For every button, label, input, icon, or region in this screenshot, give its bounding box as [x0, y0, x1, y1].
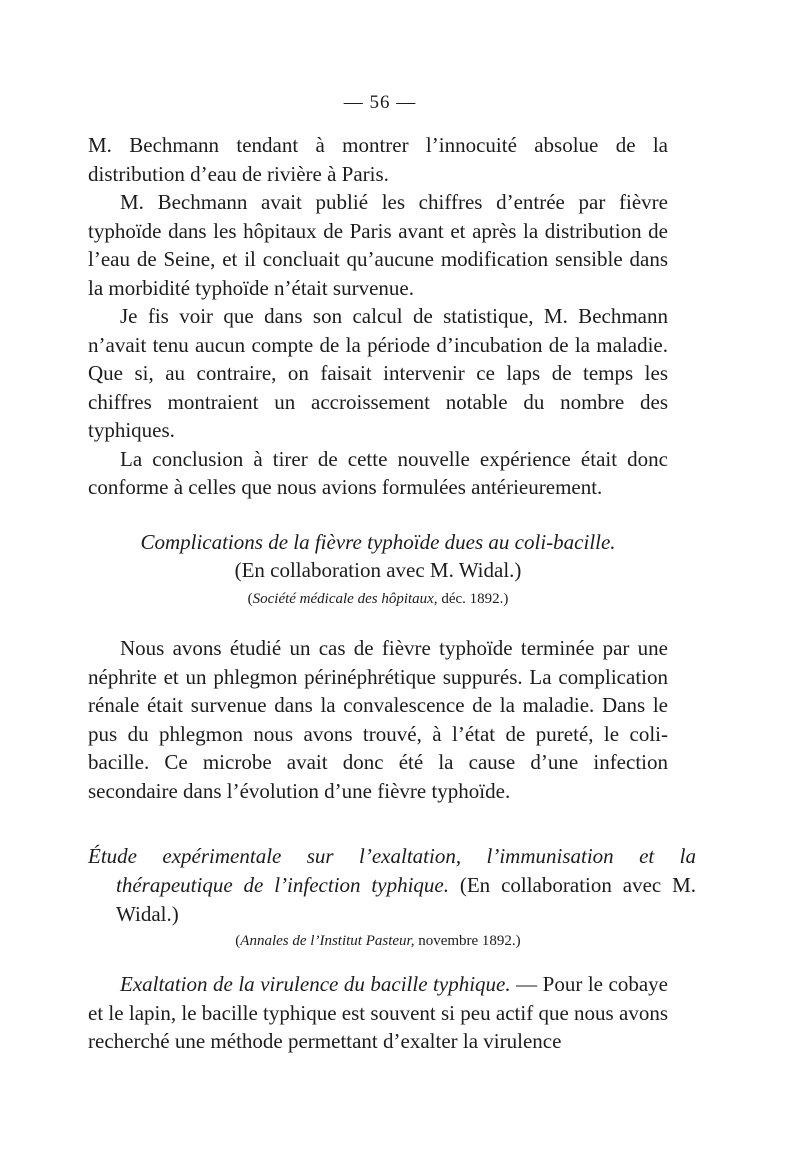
- section-2-heading: [88, 842, 696, 929]
- section-2-source-open: (: [235, 933, 241, 949]
- section-2-lead-italic: Exaltation de la virulence du bacille typhique.: [120, 972, 511, 996]
- section-1-collaboration: (En collaboration avec M. Widal.): [234, 558, 522, 582]
- section-2-collaboration: (En collaboration avec M. Widal.): [116, 873, 697, 926]
- section-2-source: [88, 931, 668, 951]
- section-2-body: [88, 970, 668, 1056]
- section-2-source-journal: Annales de l’Institut Pasteur,: [240, 933, 415, 949]
- section-1-source-journal: Société médicale des hôpitaux,: [252, 591, 438, 607]
- intro-paragraph-2: M. Bechmann avait publié les chiffres d’entrée par fièvre typhoïde dans les hôpitaux de Paris avant et après la distribution de l’eau de Seine, et il concluait qu’aucune modification sensible dans la morbidité typhoïde n’était survenue.: [88, 190, 668, 300]
- page-number: — 56 —: [343, 92, 417, 113]
- section-1-source-open: (: [247, 591, 253, 607]
- section-1-heading: [88, 528, 668, 609]
- intro-text: [88, 131, 668, 502]
- section-1-source: [88, 589, 668, 609]
- section-2-source-date: novembre 1892.): [414, 933, 521, 949]
- section-1-body: [88, 634, 668, 805]
- section-1-title: Complications de la fièvre typhoïde dues au coli-bacille.: [140, 530, 616, 554]
- section-2-title: Étude expérimentale sur l’exaltation, l’immunisation et la thérapeutique de l’infection typhique.: [88, 844, 696, 897]
- intro-paragraph-4: La conclusion à tirer de cette nouvelle expérience était donc conforme à celles que nous avions formulées antérieurement.: [88, 446, 668, 499]
- intro-paragraph-1: M. Bechmann tendant à montrer l’innocuité absolue de la distribution d’eau de rivière à Paris.: [88, 133, 668, 186]
- section-2-lead-text: — Pour le cobaye et le lapin, le bacille typhique est souvent si peu actif que nous avons recherché une méthode permettant d’exalter la virulence: [88, 972, 668, 1053]
- section-1-paragraph: Nous avons étudié un cas de fièvre typhoïde terminée par une néphrite et un phlegmon périnéphrétique suppurés. La complication rénale était survenue dans la convalescence de la maladie. Dans le pus du phlegmon nous avons trouvé, à l’état de pureté, le coli-bacille. Ce microbe avait donc été la cause d’une infection secondaire dans l’évolution d’une fièvre typhoïde.: [88, 636, 668, 803]
- section-2-paragraph: [88, 970, 668, 1056]
- section-1-source-date: déc. 1892.): [437, 591, 509, 607]
- intro-paragraph-3: Je fis voir que dans son calcul de statistique, M. Bechmann n’avait tenu aucun compte de la période d’incubation de la maladie. Que si, au contraire, on faisait intervenir ce laps de temps les chiffres montraient un accroissement notable du nombre des typhiques.: [88, 304, 668, 442]
